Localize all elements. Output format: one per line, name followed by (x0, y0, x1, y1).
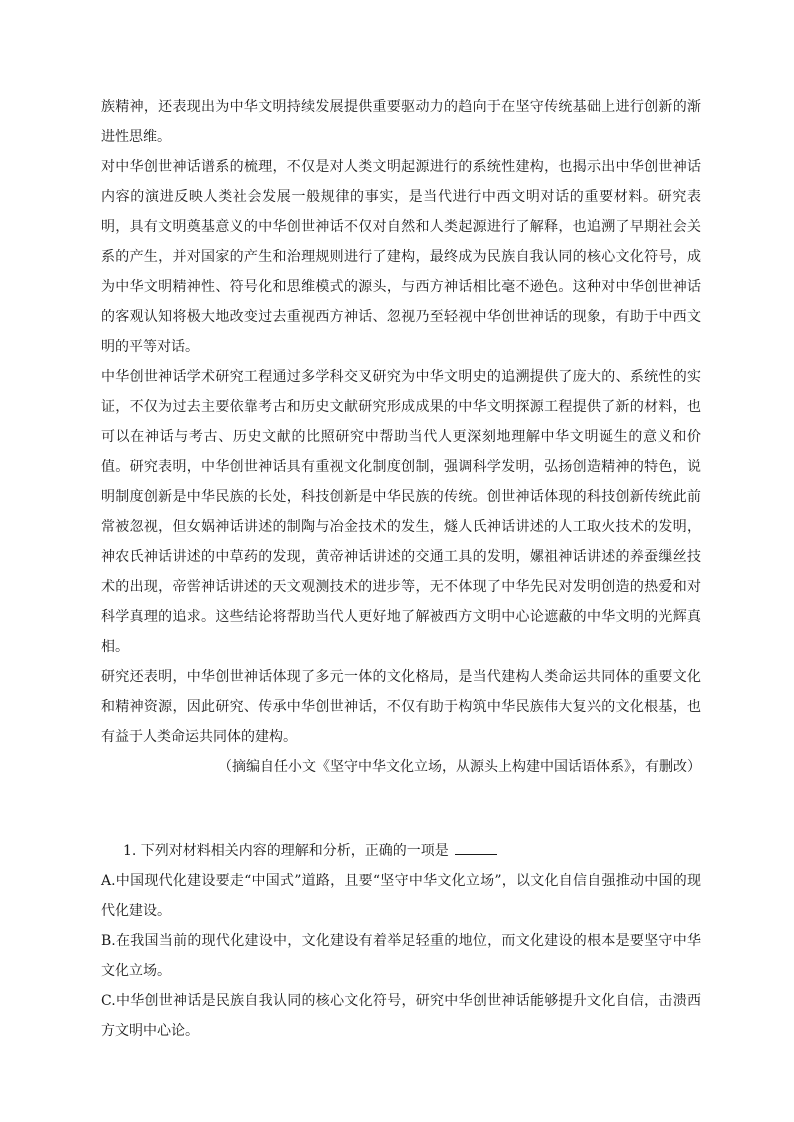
option-b: B.在我国当前的现代化建设中，文化建设有着举足轻重的地位，而文化建设的根本是要坚守中华文化立场。 (101, 933, 701, 979)
answer-blank (455, 840, 497, 855)
paragraph-3: 中华创世神话学术研究工程通过多学科交叉研究为中华文明史的追溯提供了庞大的、系统性的实证，不仅为过去主要依靠考古和历史文献研究形成成果的中华文明探源工程提供了新的材料，也可以在神话与考古、历史文献的比照研究中帮助当代人更深刻地理解中华文明诞生的意义和价值。研究表明，中华创世神话具有重视文化制度创制，强调科学发明，弘扬创造精神的特色，说明制度创新是中华民族的长处，科技创新是中华民族的传统。创世神话体现的科技创新传统此前常被忽视，但女娲神话讲述的制陶与冶金技术的发生，燧人氏神话讲述的人工取火技术的发明，神农氏神话讲述的中草药的发现，黄帝神话讲述的交通工具的发明，嫘祖神话讲述的养蚕缫丝技术的出现，帝喾神话讲述的天文观测技术的进步等，无不体现了中华先民对发明创造的热爱和对科学真理的追求。这些结论将帮助当代人更好地了解被西方文明中心论遮蔽的中华文明的光辉真相。 (101, 369, 701, 655)
option-c: C.中华创世神话是民族自我认同的核心文化符号，研究中华创世神话能够提升文化自信，击溃西方文明中心论。 (101, 993, 701, 1039)
paragraph-4: 研究还表明，中华创世神话体现了多元一体的文化格局，是当代建构人类命运共同体的重要文化和精神资源，因此研究、传承中华创世神话，不仅有助于构筑中华民族伟大复兴的文化根基，也有益于人类命运共同体的建构。 (101, 669, 701, 745)
question-stem-text: 1. 下列对材料相关内容的理解和分析，正确的一项是 (123, 843, 449, 859)
question-1 (101, 836, 701, 1046)
paragraph-2: 对中华创世神话谱系的梳理，不仅是对人类文明起源进行的系统性建构，也揭示出中华创世神话内容的演进反映人类社会发展一般规律的事实，是当代进行中西文明对话的重要材料。研究表明，具有文明奠基意义的中华创世神话不仅对自然和人类起源进行了解释，也追溯了早期社会关系的产生，并对国家的产生和治理规则进行了建构，最终成为民族自我认同的核心文化符号，成为中华文明精神性、符号化和思维模式的源头，与西方神话相比毫不逊色。这种对中华创世神话的客观认知将极大地改变过去重视西方神话、忽视乃至轻视中华创世神话的现象，有助于中西文明的平等对话。 (101, 159, 701, 355)
source-citation: （摘编自任小文《坚守中华文化立场，从源头上构建中国话语体系》，有删改） (218, 759, 701, 775)
paragraph-1: 族精神，还表现出为中华文明持续发展提供重要驱动力的趋向于在坚守传统基础上进行创新的渐进性思维。 (101, 99, 701, 145)
question-stem (101, 836, 701, 866)
option-a: A.中国现代化建设要走“中国式”道路，且要“坚守中华文化立场”，以文化自信自强推动中国的现代化建设。 (101, 873, 701, 919)
document-page (101, 92, 701, 1046)
